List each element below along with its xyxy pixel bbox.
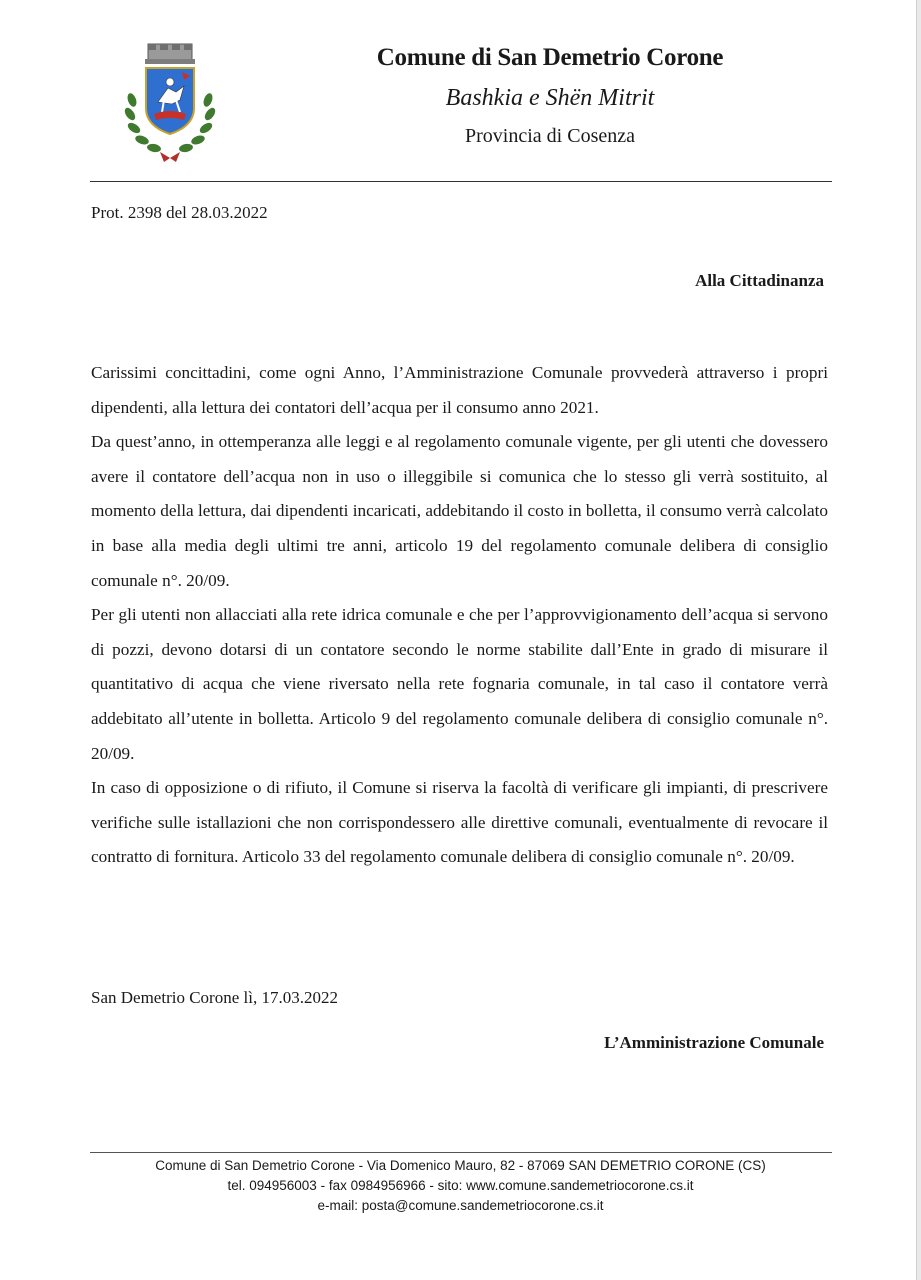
header-divider xyxy=(90,181,832,182)
footer xyxy=(0,1156,921,1216)
place-and-date: San Demetrio Corone lì, 17.03.2022 xyxy=(91,988,338,1007)
recipient: Alla Cittadinanza xyxy=(695,271,824,290)
body-paragraph: Per gli utenti non allacciati alla rete idrica comunale e che per l’approvvigionamento dell’acqua si servono di pozzi, devono dotarsi di un contatore secondo le norme stabilite dall’Ente in grado di misurare il quantitativo di acqua che viene riversato nella rete fognaria comunale, in tal caso il contatore verrà addebitato all’utente in bolletta. Articolo 9 del regolamento comunale delibera di consiglio comunale n°. 20/09. xyxy=(91,605,828,763)
footer-address: Comune di San Demetrio Corone - Via Domenico Mauro, 82 - 87069 SAN DEMETRIO CORONE (CS) xyxy=(155,1158,766,1173)
protocol-number: Prot. 2398 del 28.03.2022 xyxy=(91,203,268,222)
body-paragraph: Da quest’anno, in ottemperanza alle leggi e al regolamento comunale vigente, per gli utenti che dovessero avere il contatore dell’acqua non in uso o illeggibile si comunica che lo stesso gli verrà sostituito, al momento della lettura, dai dipendenti incaricati, addebitando il costo in bolletta, il consumo verrà calcolato in base alla media degli ultimi tre anni, articolo 19 del regolamento comunale delibera di consiglio comunale n°. 20/09. xyxy=(91,432,828,590)
signature: L’Amministrazione Comunale xyxy=(604,1033,824,1052)
footer-divider xyxy=(90,1152,832,1153)
footer-email: e-mail: posta@comune.sandemetriocorone.cs.it xyxy=(317,1198,604,1213)
letter-body xyxy=(91,356,828,875)
footer-contacts: tel. 094956003 - fax 0984956966 - sito: www.comune.sandemetriocorone.cs.it xyxy=(227,1178,694,1193)
coat-of-arms-icon xyxy=(124,42,216,164)
body-paragraph: In caso di opposizione o di rifiuto, il Comune si riserva la facoltà di verificare gli impianti, di prescrivere verifiche sulle istallazioni che non corrispondessero alle direttive comunali, eventualmente di revocare il contratto di fornitura. Articolo 33 del regolamento comunale delibera di consiglio comunale n°. 20/09. xyxy=(91,778,828,867)
municipality-title: Comune di San Demetrio Corone xyxy=(376,44,724,71)
province-name: Provincia di Cosenza xyxy=(465,125,635,147)
municipality-subtitle: Bashkia e Shën Mitrit xyxy=(445,85,655,111)
body-paragraph: Carissimi concittadini, come ogni Anno, l’Amministrazione Comunale provvederà attraverso i propri dipendenti, alla lettura dei contatori dell’acqua per il consumo anno 2021. xyxy=(91,363,828,417)
